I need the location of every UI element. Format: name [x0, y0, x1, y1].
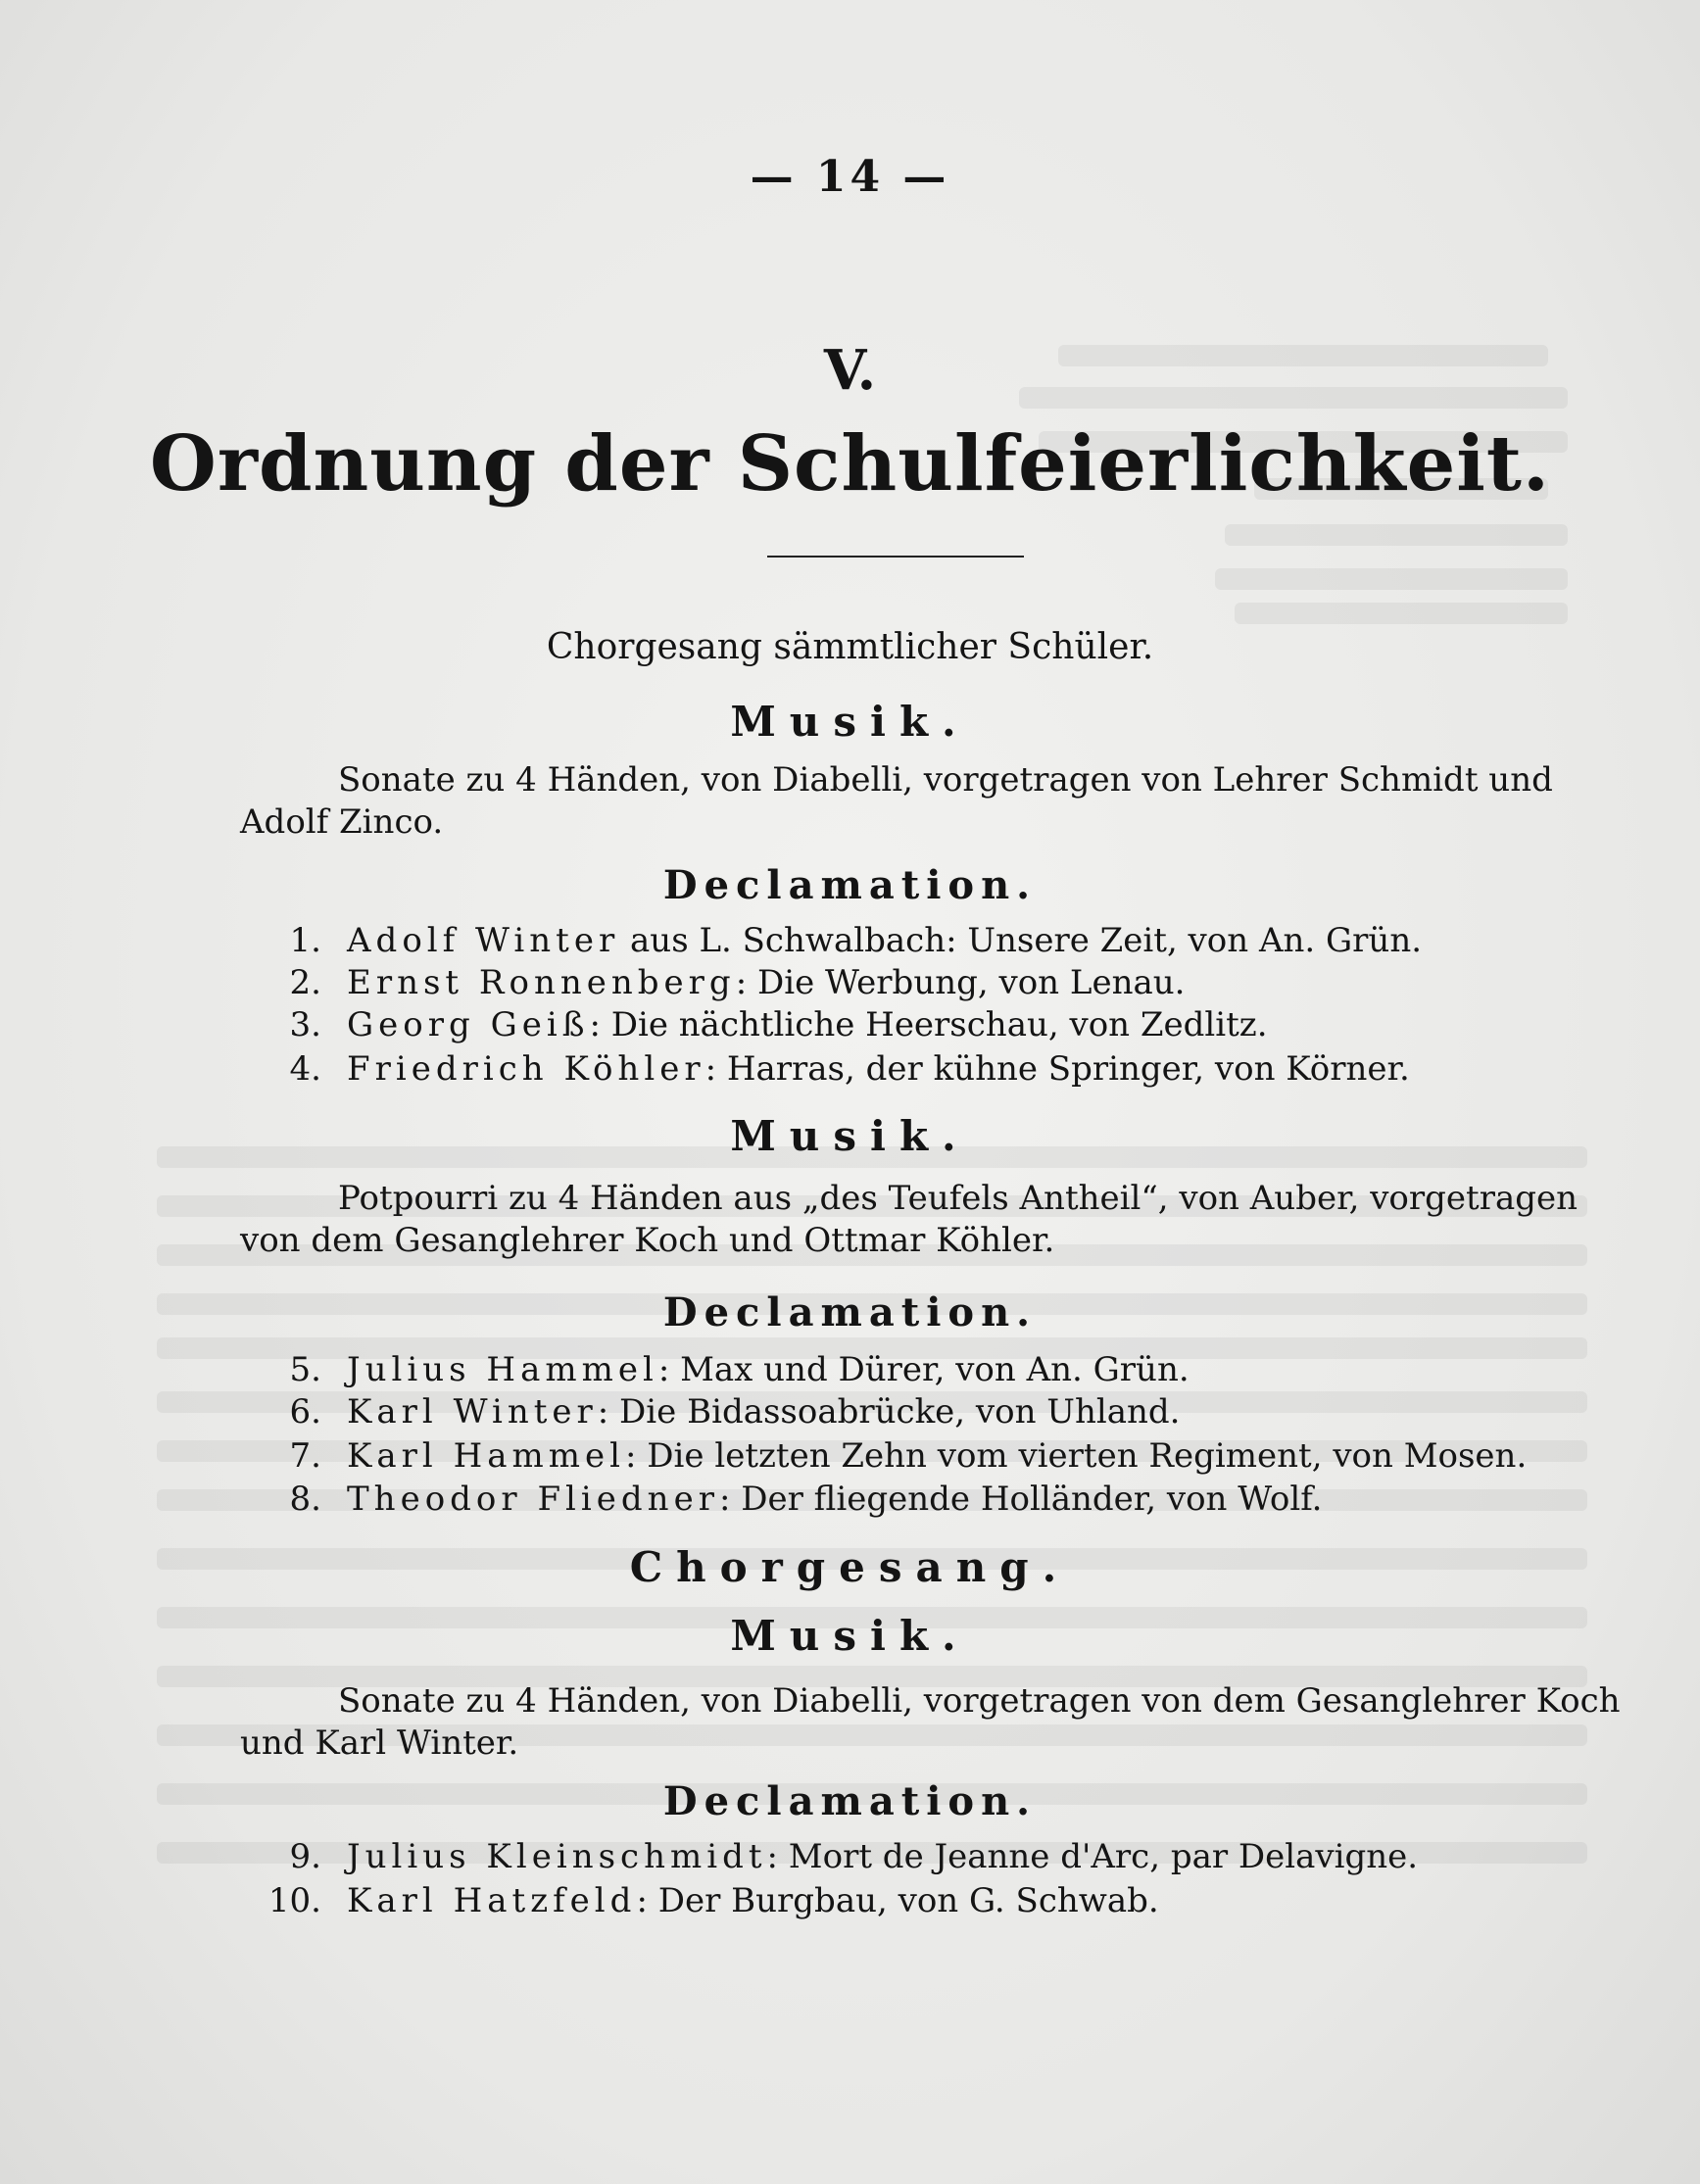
item-speaker: Karl Winter	[347, 1392, 598, 1432]
item-speaker: Friedrich Köhler	[347, 1049, 705, 1089]
section-number: V.	[823, 338, 877, 403]
page-number: — 14 —	[750, 152, 950, 202]
item-text: : Die Bidassoabrücke, von Uhland.	[597, 1392, 1181, 1432]
item-speaker: Ernst Ronnenberg	[347, 963, 736, 1002]
item-text: : Mort de Jeanne d'Arc, par Delavigne.	[766, 1837, 1419, 1876]
declamation-item	[235, 963, 1607, 1002]
item-number: 9.	[289, 1837, 321, 1876]
musik-paragraph-2	[240, 1178, 1602, 1262]
item-speaker: Julius Hammel	[347, 1350, 658, 1389]
musik-1-line-1: Sonate zu 4 Händen, von Diabelli, vorgetragen von Lehrer Schmidt und	[338, 760, 1553, 800]
chorgesang-heading: Chorgesang.	[629, 1543, 1071, 1591]
title-divider	[767, 556, 1024, 558]
musik-2-line-2: von dem Gesanglehrer Koch und Ottmar Köhler.	[240, 1221, 1055, 1260]
item-speaker: Theodor Fliedner	[347, 1480, 719, 1519]
item-number: 7.	[289, 1436, 321, 1476]
musik-paragraph-3	[240, 1680, 1621, 1765]
declamation-item	[235, 1392, 1607, 1432]
declamation-heading-3: Declamation.	[662, 1778, 1038, 1824]
declamation-item	[235, 1005, 1607, 1044]
declamation-item	[235, 1480, 1607, 1519]
musik-paragraph-1	[240, 759, 1602, 844]
item-speaker: Georg Geiß	[347, 1005, 590, 1044]
item-text: : Die letzten Zehn vom vierten Regiment, von Mosen.	[625, 1436, 1528, 1476]
item-speaker: Karl Hatzfeld	[347, 1881, 637, 1920]
declamation-item	[235, 921, 1607, 960]
item-number: 6.	[289, 1392, 321, 1432]
musik-3-line-2: und Karl Winter.	[240, 1723, 519, 1763]
item-speaker: Julius Kleinschmidt	[347, 1837, 767, 1876]
chorgesang-intro: Chorgesang sämmtlicher Schüler.	[546, 627, 1154, 667]
musik-1-line-2: Adolf Zinco.	[240, 802, 444, 842]
declamation-item	[235, 1837, 1607, 1876]
declamation-heading-1: Declamation.	[662, 862, 1038, 908]
musik-3-line-1: Sonate zu 4 Händen, von Diabelli, vorgetragen von dem Gesanglehrer Koch	[338, 1681, 1621, 1721]
item-text: : Die nächtliche Heerschau, von Zedlitz.	[589, 1005, 1268, 1044]
declamation-item	[235, 1881, 1607, 1920]
item-number: 5.	[289, 1350, 321, 1389]
item-text: : Harras, der kühne Springer, von Körner.	[704, 1049, 1410, 1089]
item-speaker: Adolf Winter	[347, 921, 620, 960]
declamation-item	[235, 1436, 1607, 1476]
item-number: 10.	[267, 1881, 321, 1920]
item-number: 2.	[289, 963, 321, 1002]
item-number: 3.	[289, 1005, 321, 1044]
item-text: : Max und Dürer, von An. Grün.	[657, 1350, 1190, 1389]
musik-heading-3: Musik.	[730, 1612, 970, 1660]
declamation-item	[235, 1049, 1607, 1089]
item-number: 4.	[289, 1049, 321, 1089]
musik-heading-1: Musik.	[730, 698, 970, 746]
declamation-item	[235, 1350, 1607, 1389]
item-number: 8.	[289, 1480, 321, 1519]
item-text: aus L. Schwalbach: Unsere Zeit, von An. Grün.	[619, 921, 1423, 960]
item-text: : Der Burgbau, von G. Schwab.	[636, 1881, 1159, 1920]
item-number: 1.	[289, 921, 321, 960]
item-text: : Die Werbung, von Lenau.	[735, 963, 1186, 1002]
item-speaker: Karl Hammel	[347, 1436, 626, 1476]
musik-2-line-1: Potpourri zu 4 Händen aus „des Teufels Antheil“, von Auber, vorgetragen	[338, 1179, 1579, 1218]
declamation-heading-2: Declamation.	[662, 1289, 1038, 1335]
item-text: : Der fliegende Holländer, von Wolf.	[718, 1480, 1323, 1519]
musik-heading-2: Musik.	[730, 1112, 970, 1160]
page-title: Ordnung der Schulfeierlichkeit.	[149, 419, 1551, 509]
